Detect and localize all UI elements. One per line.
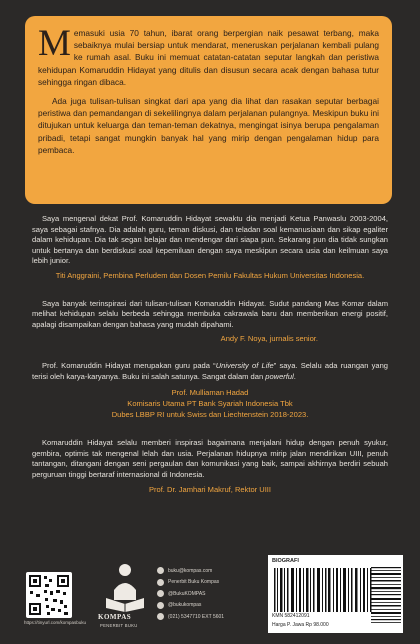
facebook-icon: [157, 579, 164, 586]
blurb-paragraph-2: Ada juga tulisan-tulisan singkat dari apa yang dia lihat dan rasakan seputar berbagai peristiwa dan pemandangan di sekelilingnya dalam perjalanan pulangnya. Meskipun buku ini ditujukan untuk keluarga dan teman-teman dekatnya, mengingat isinya berupa pengalaman pribadi, tetapi sangat mungkin banyak hal yang mirip dengan pengalaman hidup para pembaca.: [38, 96, 379, 155]
text-part: Prof. Komaruddin Hidayat merupakan guru pada “: [42, 360, 216, 370]
qr-code[interactable]: [26, 572, 72, 618]
contact-list: [157, 565, 224, 623]
endorsement-author: Prof. Dr. Jamhari Makruf, Rektor UIII: [148, 484, 272, 494]
endorsement-text: Saya mengenal dekat Prof. Komaruddin Hidayat sewaktu dia menjadi Ketua Panwaslu 2003-2004, saya sebagai stafnya. Dia adalah guru, teman diskusi, dan teladan soal kemanusiaan dan sikap egaliter dalam kehidupan. Dia tak segan belajar dan mendengar dari siapa pun. Sekarang pun dia tidak sungkan untuk bertanya dan berdiskusi soal kepemiluan dengan saya meskipun secara usia dan keilmuan saya lebih junior.: [32, 214, 388, 266]
phone-icon: [157, 613, 164, 620]
text-part: ” saya. Selalu ada ruangan yang terisi oleh karya-karyanya. Buku ini salah satunya. Sangat dalam dan: [32, 360, 388, 381]
instagram-icon: [157, 602, 164, 609]
contact-text: Penerbit Buku Kompas: [168, 579, 220, 586]
barcode-label: [268, 555, 403, 633]
contact-twitter[interactable]: [157, 588, 224, 600]
endorsements: [32, 214, 388, 507]
blurb-paragraph-1: [38, 23, 379, 88]
contact-facebook[interactable]: [157, 577, 224, 589]
barcode-icon: [272, 568, 373, 612]
text-part: .: [293, 371, 296, 381]
contact-text: @bukukompas: [168, 602, 202, 609]
endorsement-2: [32, 299, 388, 345]
endorsement-author: [32, 387, 388, 420]
contact-text: @BukuKOMPAS: [168, 590, 206, 597]
contact-instagram[interactable]: [157, 600, 224, 612]
book-reader-icon: [100, 560, 150, 612]
italic-phrase: University of Life: [215, 360, 274, 370]
contact-phone[interactable]: [157, 611, 224, 623]
qr-code-graphic: [26, 572, 72, 618]
publisher-subtitle: PENERBIT BUKU: [100, 623, 138, 628]
isbn-barcode-icon: [371, 565, 401, 625]
email-icon: [157, 567, 164, 574]
contact-text: buku@kompas.com: [168, 567, 213, 574]
author-title: Komisaris Utama PT Bank Syariah Indonesia Tbk: [127, 399, 293, 409]
endorsement-4: [32, 438, 388, 495]
contact-text: (021) 5347710 EXT 5601: [168, 613, 225, 620]
endorsement-author: Andy F. Noya, jurnalis senior.: [220, 334, 318, 344]
author-name: Prof. Mulliaman Hadad: [171, 388, 249, 398]
kmn-code: KMN 582412091: [272, 613, 310, 619]
author-title: Dubes LBBP RI untuk Swiss dan Liechtenstein 2018-2023.: [111, 410, 309, 420]
price-label: Harga P. Jawa Rp 98.000: [272, 622, 329, 628]
contact-email[interactable]: [157, 565, 224, 577]
back-cover-blurb: [25, 16, 392, 204]
qr-caption: https://tinyurl.com/kompasbuku: [24, 620, 87, 625]
blurb-p1-text: emasuki usia 70 tahun, ibarat orang berpergian naik pesawat terbang, maka sebaiknya mulai bersiap untuk mendarat, meneruskan perjalanan kembali pulang ke rumah asal. Buku ini memuat catatan-catatan seputar langkah dan peristiwa kehidupan Komaruddin Hidayat yang ditulis dan disusun secara acak dengan bahasa tutur sehingga ringan dibaca.: [38, 28, 379, 87]
endorsement-text: Saya banyak terinspirasi dari tulisan-tulisan Komaruddin Hidayat. Sudut pandang Mas Komar dalam melihat kehidupan selalu berbeda sehingga membuka cakrawala baru dan memberikan energi positif, apalagi disampaikan dengan bahasa yang mudah dipahami.: [32, 298, 388, 329]
twitter-icon: [157, 590, 164, 597]
dropcap: M: [38, 23, 71, 64]
endorsement-1: [32, 214, 388, 282]
endorsement-3: [32, 361, 388, 420]
endorsement-text: Komaruddin Hidayat selalu memberi inspirasi bagaimana menjalani hidup dengan penuh syukur, gembira, optimis tak mengenal lelah dan usia. Perjalanan hidupnya mirip jalan mendirikan UIII, penuh tantangan, ditangani dengan seni pergaulan dan komunikasi yang baik, sampai akhirnya berdiri sebuah perguruan tinggi bertaraf internasional di Indonesia.: [32, 438, 388, 479]
endorsement-author: Titi Anggraini, Pembina Perludem dan Dosen Pemilu Fakultas Hukum Universitas Indonesia.: [55, 270, 365, 280]
publisher-name: KOMPAS: [98, 613, 132, 621]
genre-label: BIOGRAFI: [272, 558, 299, 564]
endorsement-text: [32, 361, 388, 382]
italic-phrase: powerful: [265, 371, 294, 381]
